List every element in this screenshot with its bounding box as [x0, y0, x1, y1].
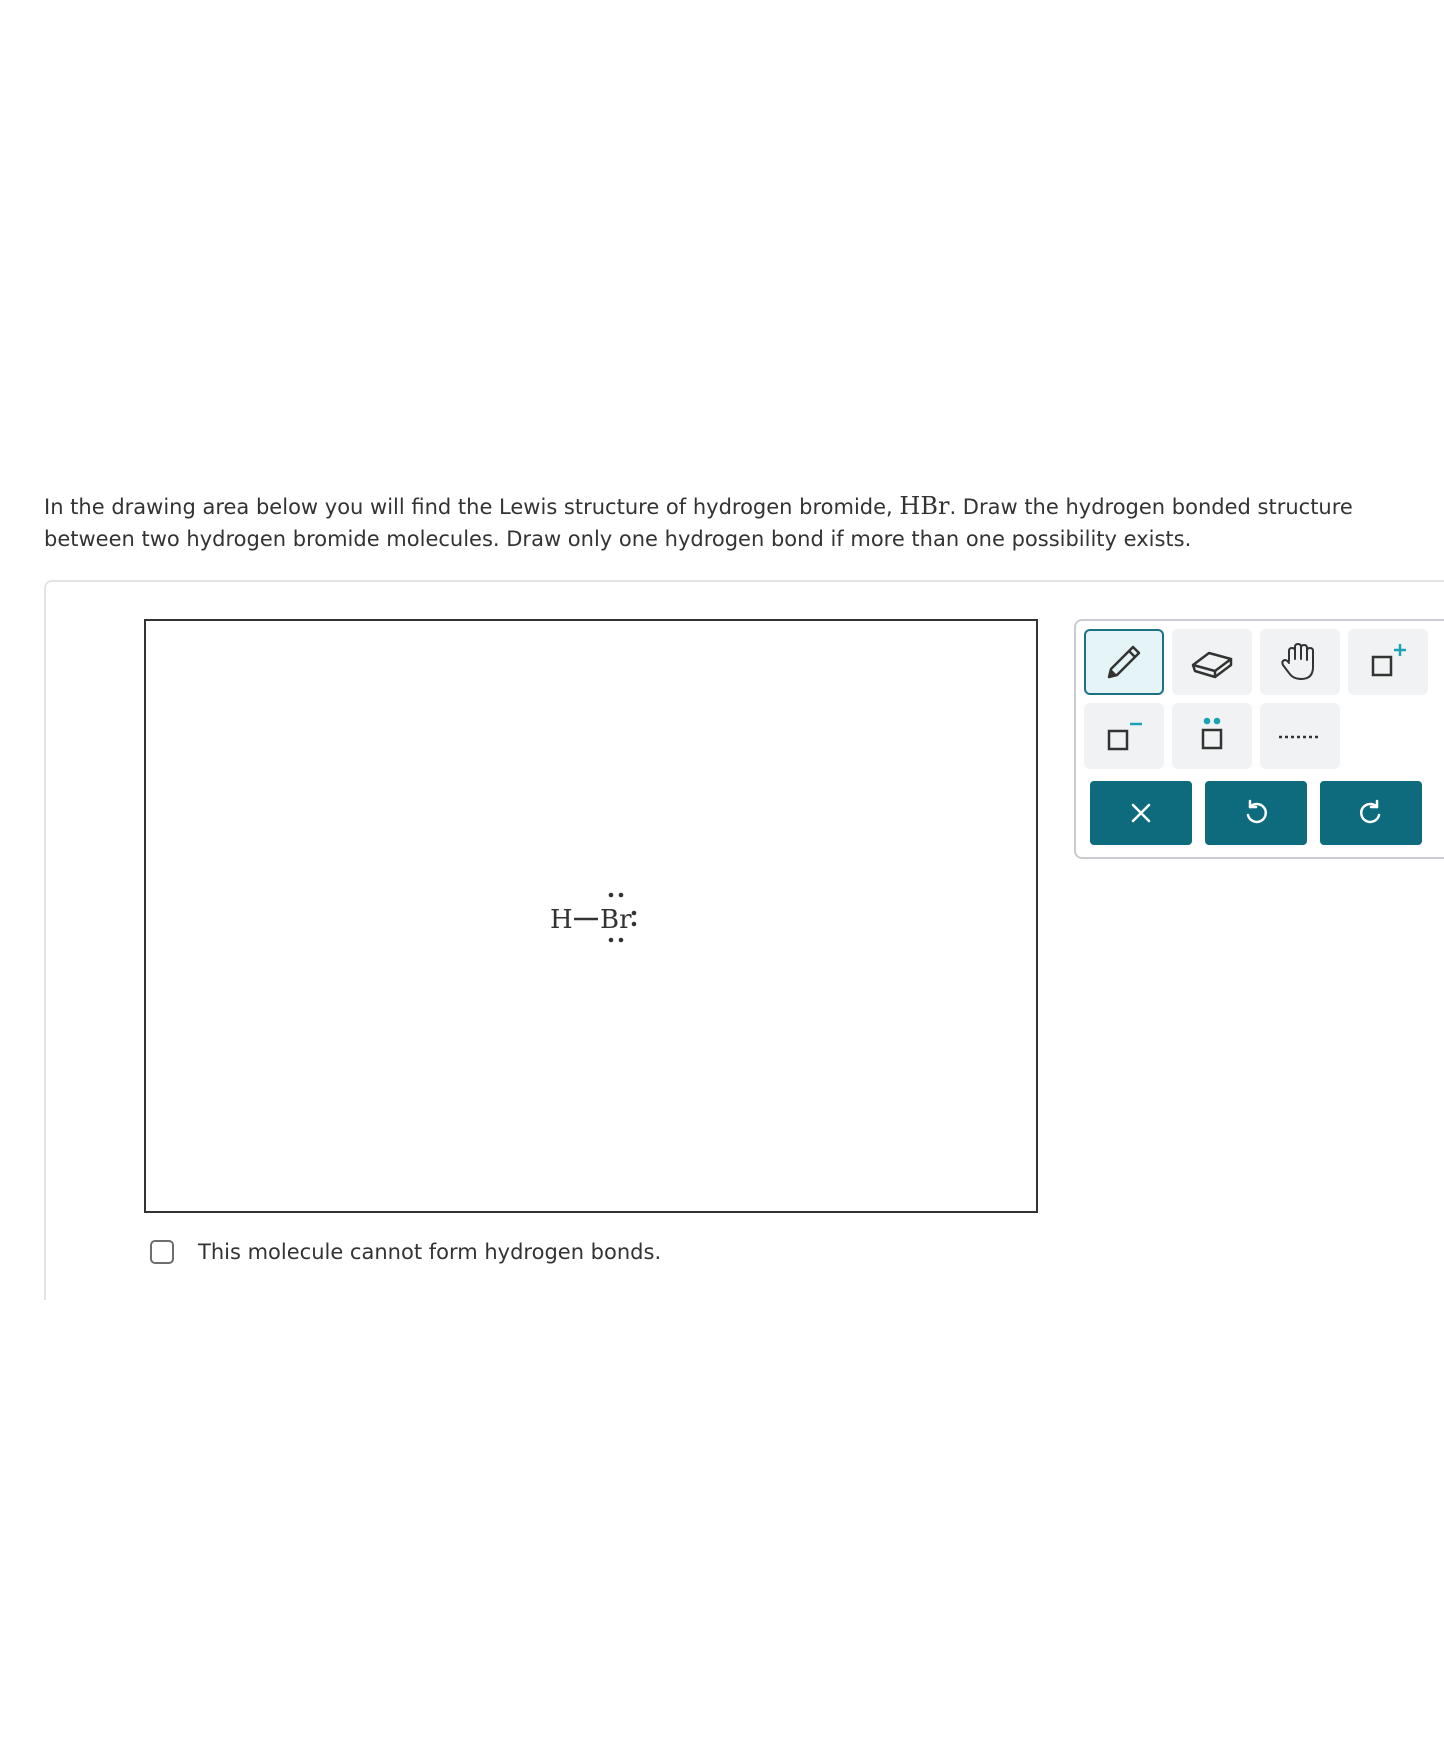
atom-br[interactable]: Br: [600, 905, 632, 935]
undo-icon: [1241, 798, 1271, 828]
lone-pair-tool-button[interactable]: [1172, 703, 1252, 769]
lone-pair-dot: [609, 938, 614, 943]
cannot-form-hbond-label[interactable]: This molecule cannot form hydrogen bonds.: [198, 1240, 662, 1264]
lone-pair-dot: [619, 893, 624, 898]
lone-pair-icon: [1189, 713, 1235, 759]
undo-button[interactable]: [1205, 781, 1307, 845]
clear-icon: [1126, 798, 1156, 828]
redo-icon: [1356, 798, 1386, 828]
cannot-form-hbond-option[interactable]: [150, 1236, 661, 1268]
eraser-icon: [1189, 639, 1235, 685]
hand-icon: [1277, 639, 1323, 685]
cannot-form-hbond-checkbox[interactable]: [150, 1240, 174, 1264]
question-part-2: . Draw the hydrogen bonded structure between two hydrogen bromide molecules. Draw only one hydrogen bond if more than one possibility exists.: [44, 495, 1353, 551]
drawing-area[interactable]: [144, 619, 1038, 1213]
lone-pair-dot: [609, 893, 614, 898]
negative-charge-tool-button[interactable]: [1084, 703, 1164, 769]
pencil-tool-button[interactable]: [1084, 629, 1164, 695]
redo-button[interactable]: [1320, 781, 1422, 845]
hydrogen-bond-icon: [1275, 713, 1325, 759]
atom-h[interactable]: H: [550, 905, 573, 935]
hbr-lewis-structure[interactable]: [546, 889, 686, 949]
eraser-tool-button[interactable]: [1172, 629, 1252, 695]
pencil-icon: [1101, 639, 1147, 685]
drawing-toolbox: [1074, 619, 1444, 859]
positive-charge-icon: [1365, 639, 1411, 685]
question-text: [44, 490, 1384, 555]
hand-tool-button[interactable]: [1260, 629, 1340, 695]
question-part-1: In the drawing area below you will find the Lewis structure of hydrogen bromide,: [44, 495, 893, 519]
formula-hbr: HBr: [899, 492, 950, 520]
negative-charge-icon: [1101, 713, 1147, 759]
hydrogen-bond-tool-button[interactable]: [1260, 703, 1340, 769]
lone-pair-dot: [632, 911, 637, 916]
clear-button[interactable]: [1090, 781, 1192, 845]
positive-charge-tool-button[interactable]: [1348, 629, 1428, 695]
lone-pair-dot: [619, 938, 624, 943]
lone-pair-dot: [632, 922, 637, 927]
